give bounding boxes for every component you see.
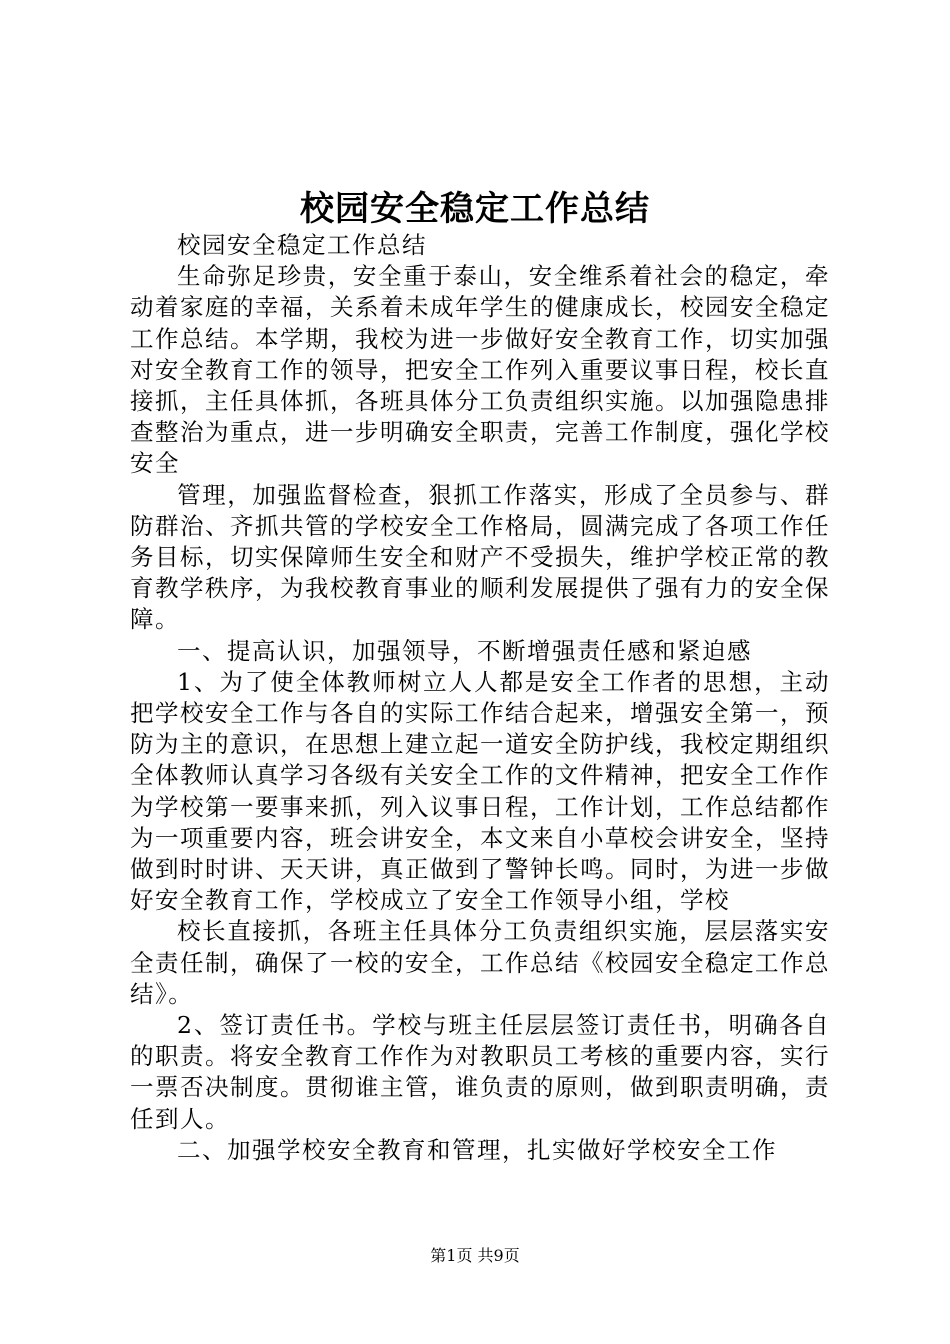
paragraph-intro: 生命弥足珍贵，安全重于泰山，安全维系着社会的稳定，牵动着家庭的幸福，关系着未成年学生的健康成长，校园安全稳定工作总结。本学期，我校为进一步做好安全教育工作，切实加强对安全教育工作的领导，把安全工作列入重要议事日程，校长直接抓，主任具体抓，各班具体分工负责组织实施。以加强隐患排查整治为重点，进一步明确安全职责，完善工作制度，强化学校安全: [130, 262, 830, 478]
paragraph-item-one: 1、为了使全体教师树立人人都是安全工作者的思想，主动把学校安全工作与各自的实际工作结合起来，增强安全第一，预防为主的意识，在思想上建立起一道安全防护线，我校定期组织全体教师认真学习各级有关安全工作的文件精神，把安全工作作为学校第一要事来抓，列入议事日程，工作计划，工作总结都作为一项重要内容，班会讲安全，本文来自小草校会讲安全，坚持做到时时讲、天天讲，真正做到了警钟长鸣。同时，为进一步做好安全教育工作，学校成立了安全工作领导小组，学校: [130, 667, 830, 915]
paragraph-principal: 校长直接抓，各班主任具体分工负责组织实施，层层落实安全责任制，确保了一校的安全，工作总结《校园安全稳定工作总结》。: [130, 917, 830, 1008]
paragraph-management: 管理，加强监督检查，狠抓工作落实，形成了全员参与、群防群治、齐抓共管的学校安全工作格局，圆满完成了各项工作任务目标，切实保障师生安全和财产不受损失，维护学校正常的教育教学秩序，为我校教育事业的顺利发展提供了强有力的安全保障。: [130, 480, 830, 634]
paragraph-subtitle: 校园安全稳定工作总结: [177, 231, 427, 259]
section-heading-one: 一、提高认识，加强领导，不断增强责任感和紧迫感: [177, 636, 752, 665]
document-body: [130, 230, 830, 1166]
section-heading-two: 二、加强学校安全教育和管理，扎实做好学校安全工作: [177, 1135, 777, 1164]
document-title: 校园安全稳定工作总结: [300, 189, 650, 229]
paragraph-item-two: 2、签订责任书。学校与班主任层层签订责任书，明确各自的职责。将安全教育工作作为对教职员工考核的重要内容，实行一票否决制度。贯彻谁主管，谁负责的原则，做到职责明确，责任到人。: [130, 1011, 830, 1133]
page-footer: 第1页 共9页: [430, 1246, 520, 1265]
